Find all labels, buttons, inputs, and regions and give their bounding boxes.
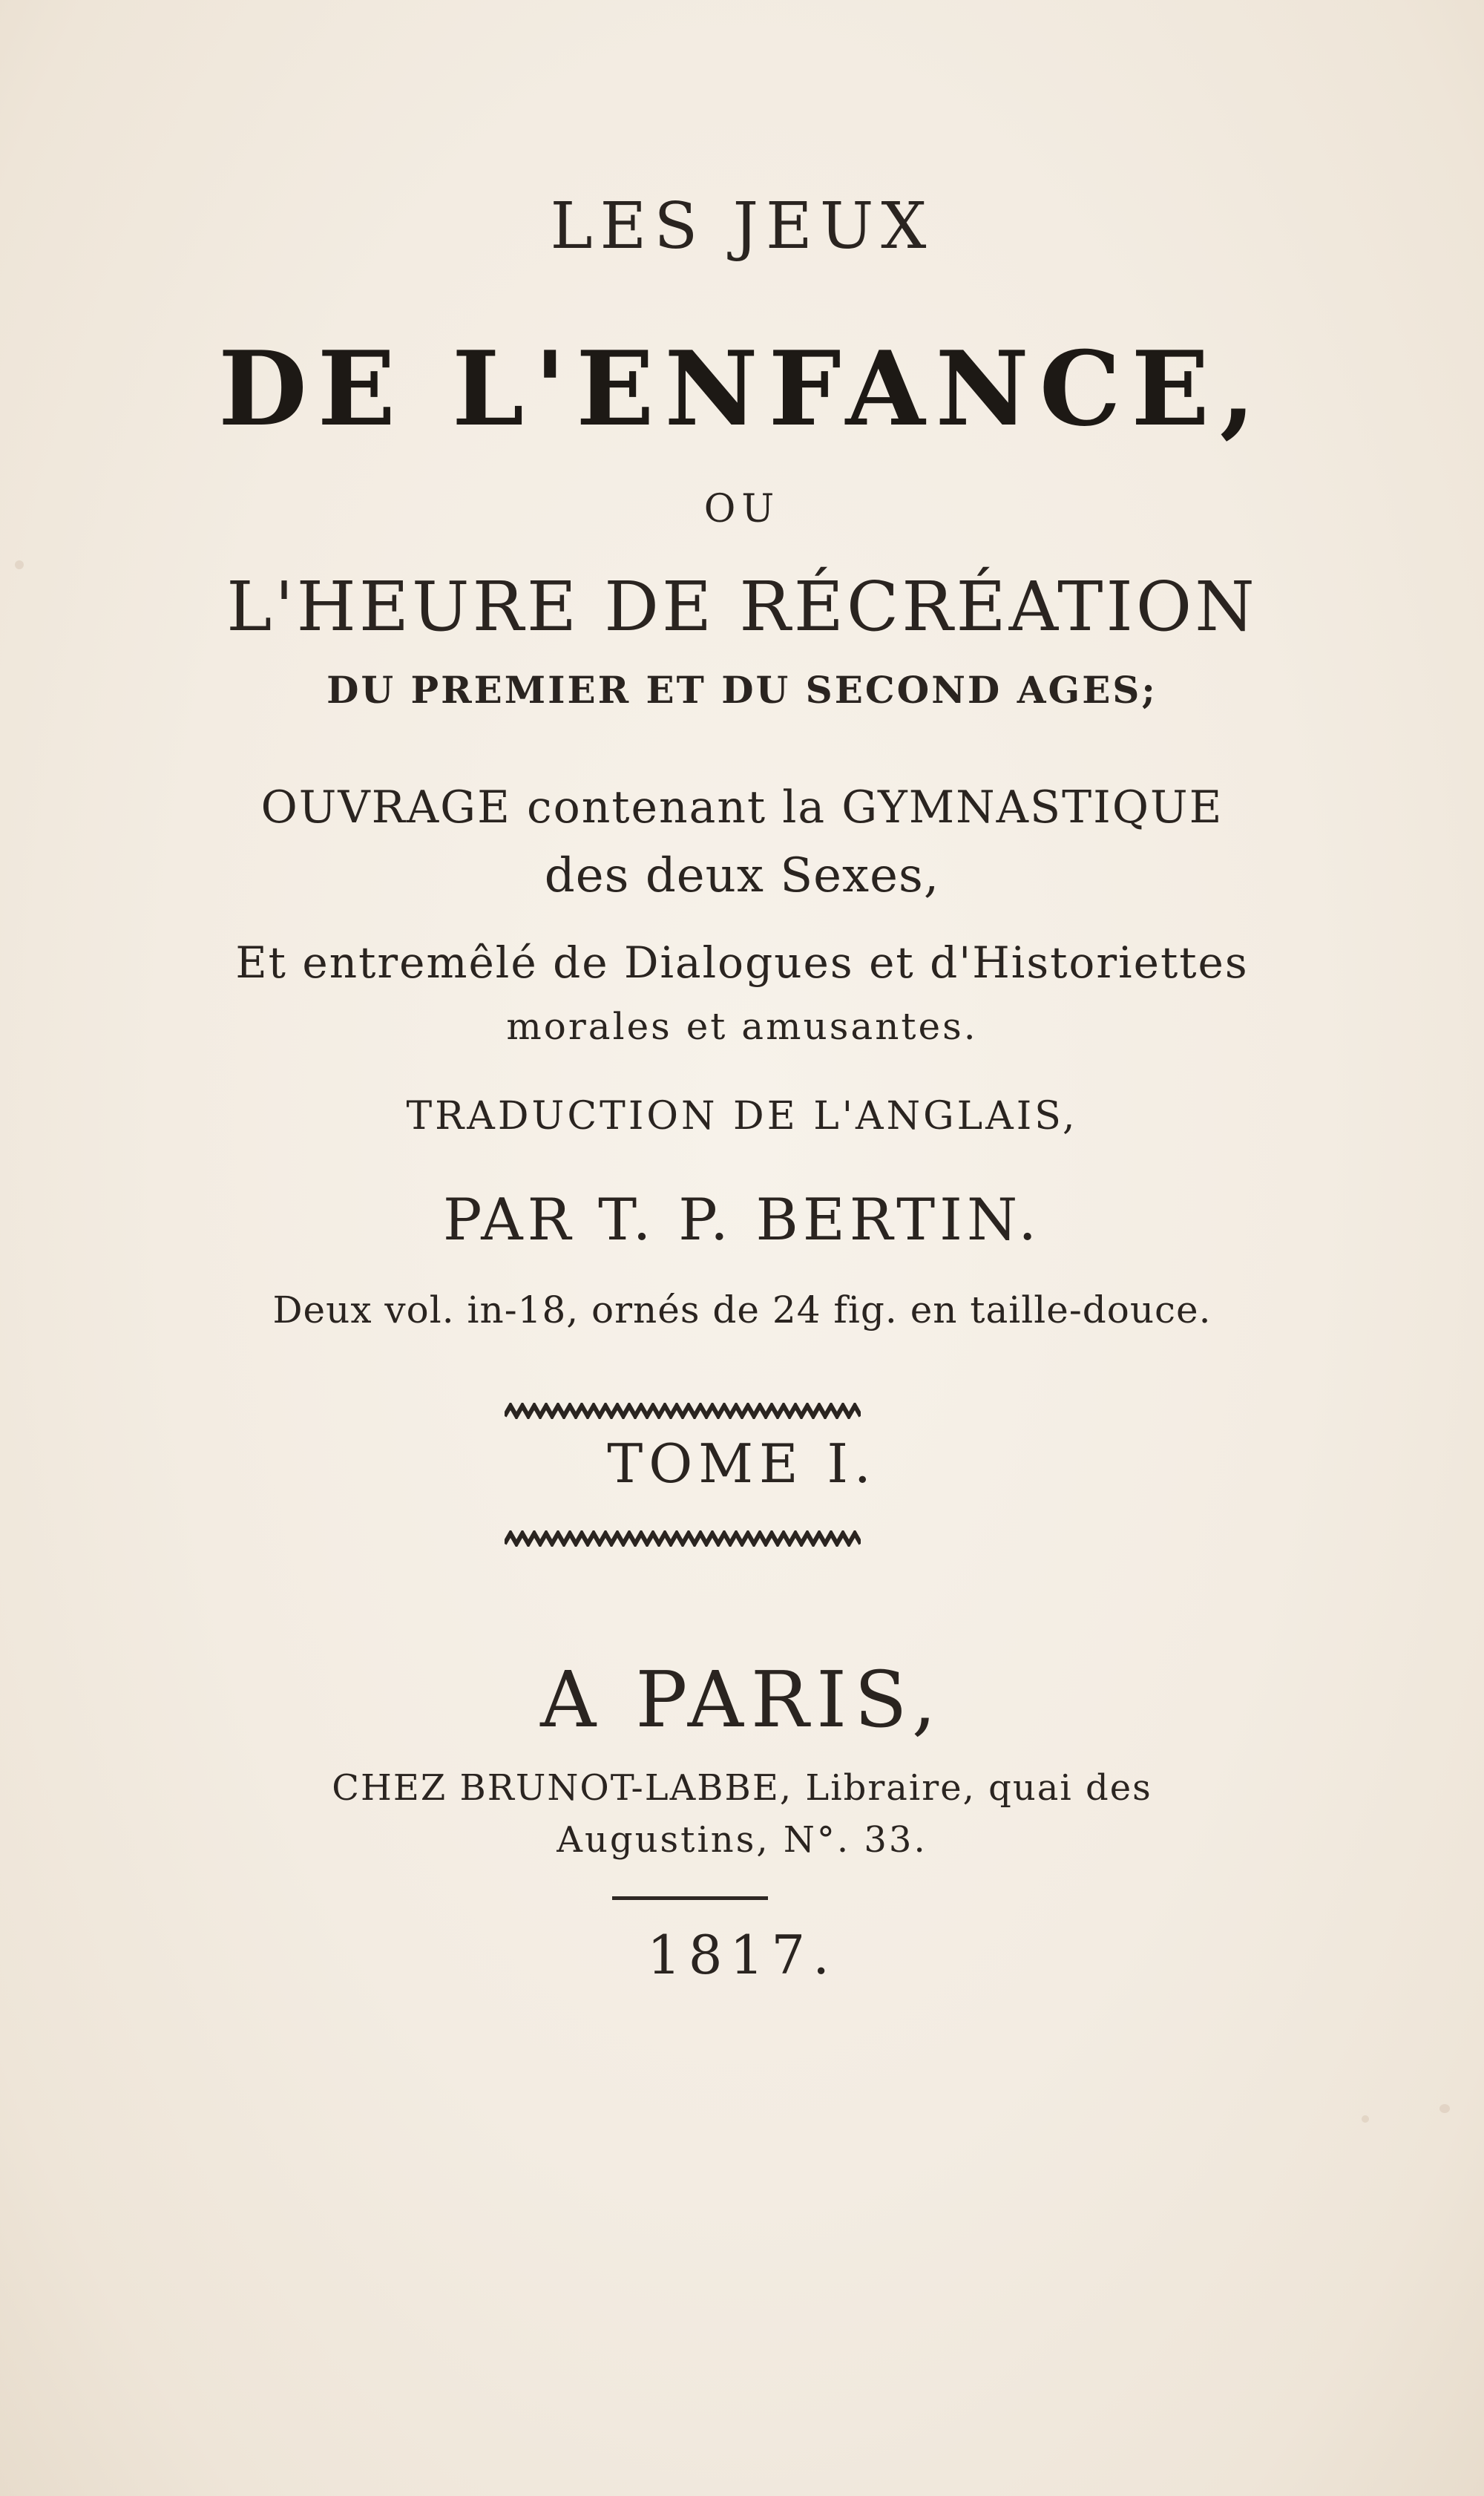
title-line-1: LES JEUX (550, 189, 934, 263)
subtitle-line: L'HEURE DE RÉCRÉATION (226, 567, 1258, 646)
imprint-publisher-line-2: Augustins, N°. 33. (556, 1819, 928, 1861)
foxing-spot (1362, 2115, 1369, 2123)
description-line-1: OUVRAGE contenant la GYMNASTIQUE (260, 782, 1224, 833)
description-line-4: morales et amusantes. (506, 1005, 978, 1048)
imprint-city: A PARIS, (540, 1654, 944, 1745)
imprint-publisher-line-1: CHEZ BRUNOT-LABBE, Libraire, quai des (332, 1767, 1152, 1809)
title-conjunction: OU (703, 487, 781, 531)
imprint-divider (612, 1896, 768, 1900)
ornament-rule-top (505, 1403, 861, 1419)
translation-note: TRADUCTION DE L'ANGLAIS, (406, 1094, 1078, 1139)
imprint-year: 1817. (646, 1924, 838, 1986)
foxing-spot (15, 560, 24, 569)
ornament-rule-bottom (505, 1530, 861, 1547)
volume-number: TOME I. (607, 1432, 877, 1495)
description-line-2: des deux Sexes, (544, 848, 940, 903)
volumes-note: Deux vol. in-18, ornés de 24 fig. en taille-douce. (272, 1288, 1212, 1331)
author-line: PAR T. P. BERTIN. (442, 1187, 1042, 1254)
description-line-3: Et entremêlé de Dialogues et d'Historiettes (235, 937, 1249, 988)
foxing-spot (1439, 2104, 1450, 2113)
subtitle-ages: DU PREMIER ET DU SECOND AGES; (326, 668, 1158, 712)
title-line-2: DE L'ENFANCE, (218, 328, 1266, 449)
